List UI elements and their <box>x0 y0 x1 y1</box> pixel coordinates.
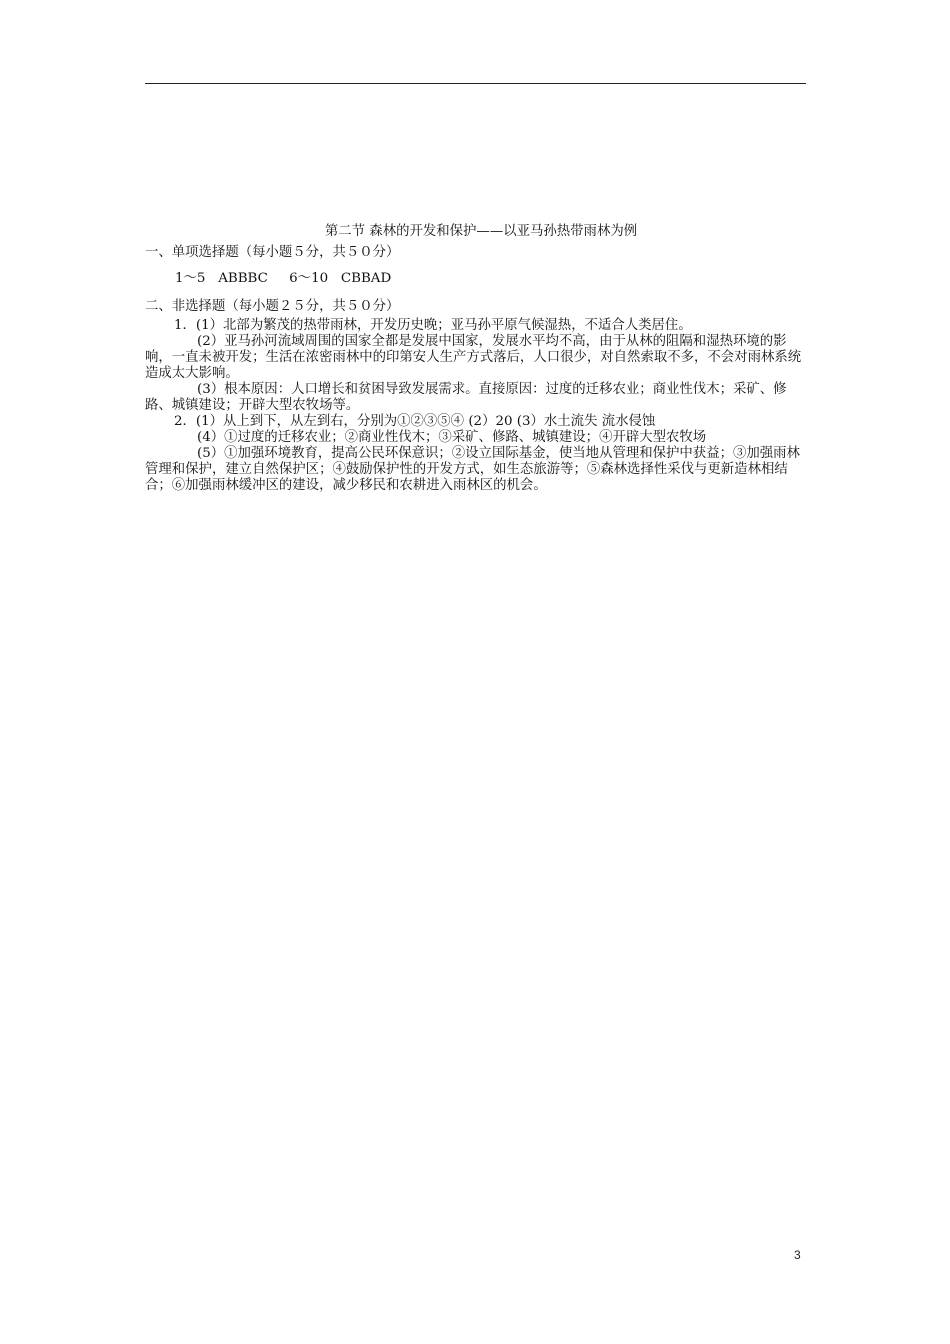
q1-part1: 1．(1）北部为繁茂的热带雨林，开发历史晚；亚马孙平原气候湿热，不适合人类居住。 <box>174 318 692 333</box>
section2-heading: 二、非选择题（每小题２５分，共５０分） <box>145 299 400 314</box>
section1-heading: 一、单项选择题（每小题５分，共５０分） <box>145 245 400 260</box>
q2-part3: (5）①加强环境教育，提高公民环保意识；②设立国际基金，使当地从管理和保护中获益；③加强雨林管理和保护，建立自然保护区；④鼓励保护性的开发方式，如生态旅游等；⑤森林选择性采伐与更新造林相结合；⑥加强雨林缓冲区的建设，减少移民和农耕进入雨林区的机会。 <box>145 446 800 493</box>
header-rule <box>145 83 806 84</box>
multiple-choice-answers: 1～5 ABBBC 6～10 CBBAD <box>175 271 392 286</box>
q2-part2: (4）①过度的迁移农业；②商业性伐木；③采矿、修路、城镇建设；④开辟大型农牧场 <box>197 430 707 445</box>
page-number: 3 <box>794 1248 801 1262</box>
section-title: 第二节 森林的开发和保护——以亚马孙热带雨林为例 <box>324 224 638 239</box>
answer-document <box>145 222 807 494</box>
q1-part3: (3）根本原因：人口增长和贫困导致发展需求。直接原因：过度的迁移农业；商业性伐木；采矿、修路、城镇建设；开辟大型农牧场等。 <box>145 382 787 413</box>
q2-part1: 2．(1）从上到下，从左到右，分别为①②③⑤④ (2）20 (3）水土流失 流水侵蚀 <box>174 414 656 429</box>
q1-part2: (2）亚马孙河流域周围的国家全都是发展中国家，发展水平均不高，由于从林的阻隔和湿热环境的影响，一直未被开发；生活在浓密雨林中的印第安人生产方式落后，人口很少，对自然索取不多，不会对雨林系统造成太大影响。 <box>145 334 802 381</box>
